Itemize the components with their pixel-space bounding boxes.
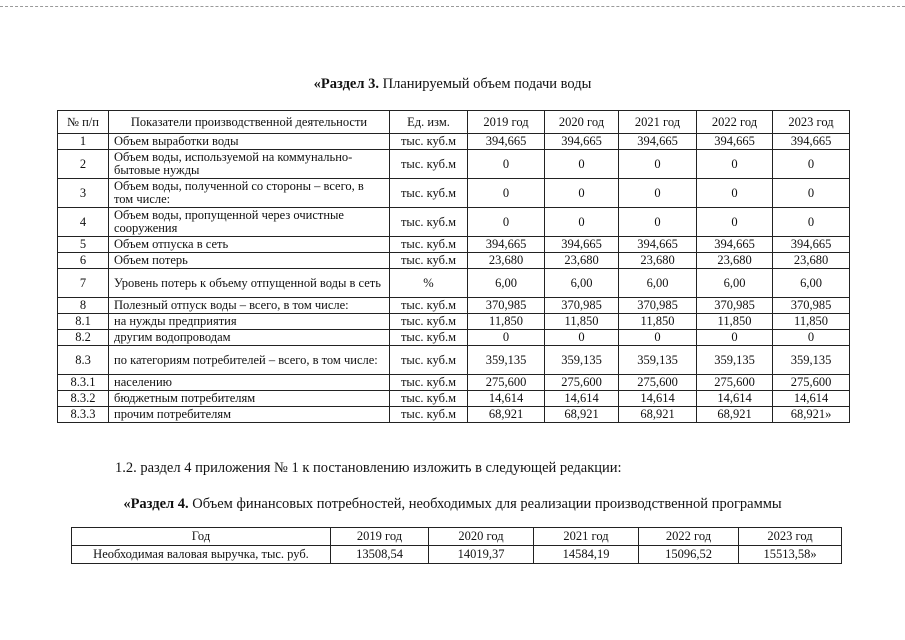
row-label: Объем выработки воды bbox=[109, 134, 390, 150]
header-cell: 2023 год bbox=[739, 528, 842, 546]
value-cell: 14019,37 bbox=[429, 546, 534, 564]
value-cell: 68,921 bbox=[545, 407, 619, 423]
value-cell: 394,665 bbox=[545, 237, 619, 253]
value-cell: 15513,58» bbox=[739, 546, 842, 564]
value-cell: 14,614 bbox=[619, 391, 697, 407]
unit-cell: тыс. куб.м bbox=[390, 314, 468, 330]
value-cell: 13508,54 bbox=[331, 546, 429, 564]
value-cell: 0 bbox=[697, 330, 773, 346]
value-cell: 359,135 bbox=[545, 346, 619, 375]
value-cell: 11,850 bbox=[619, 314, 697, 330]
note-text: 1.2. раздел 4 приложения № 1 к постановлению изложить в следующей редакции: bbox=[115, 460, 622, 476]
value-cell: 6,00 bbox=[697, 269, 773, 298]
value-cell: 14,614 bbox=[773, 391, 850, 407]
value-cell: 23,680 bbox=[773, 253, 850, 269]
table-row bbox=[58, 314, 850, 330]
header-cell: 2020 год bbox=[429, 528, 534, 546]
header-cell: 2021 год bbox=[619, 111, 697, 134]
unit-cell: тыс. куб.м bbox=[390, 330, 468, 346]
value-cell: 68,921 bbox=[619, 407, 697, 423]
value-cell: 370,985 bbox=[773, 298, 850, 314]
row-label: бюджетным потребителям bbox=[109, 391, 390, 407]
value-cell: 68,921 bbox=[468, 407, 545, 423]
table-row bbox=[58, 134, 850, 150]
value-cell: 275,600 bbox=[619, 375, 697, 391]
value-cell: 394,665 bbox=[697, 134, 773, 150]
table-row bbox=[58, 179, 850, 208]
section-4-title: «Раздел 4. Объем финансовых потребностей, необходимых для реализации производственной программы bbox=[123, 496, 782, 512]
unit-cell: тыс. куб.м bbox=[390, 237, 468, 253]
unit-cell: тыс. куб.м bbox=[390, 391, 468, 407]
value-cell: 0 bbox=[468, 330, 545, 346]
value-cell: 0 bbox=[545, 179, 619, 208]
value-cell: 0 bbox=[619, 208, 697, 237]
value-cell: 394,665 bbox=[468, 237, 545, 253]
row-label: на нужды предприятия bbox=[109, 314, 390, 330]
header-cell: 2022 год bbox=[697, 111, 773, 134]
table-row bbox=[58, 407, 850, 423]
row-number: 6 bbox=[58, 253, 109, 269]
value-cell: 0 bbox=[697, 208, 773, 237]
row-label: по категориям потребителей – всего, в том числе: bbox=[109, 346, 390, 375]
header-cell: № п/п bbox=[58, 111, 109, 134]
table-row bbox=[58, 208, 850, 237]
value-cell: 359,135 bbox=[619, 346, 697, 375]
row-label: другим водопроводам bbox=[109, 330, 390, 346]
row-label: Объем воды, полученной со стороны – всего, в том числе: bbox=[109, 179, 390, 208]
value-cell: 0 bbox=[773, 179, 850, 208]
header-cell: Показатели производственной деятельности bbox=[109, 111, 390, 134]
value-cell: 275,600 bbox=[545, 375, 619, 391]
row-label: Объем отпуска в сеть bbox=[109, 237, 390, 253]
value-cell: 394,665 bbox=[545, 134, 619, 150]
water-supply-table bbox=[57, 110, 850, 423]
unit-cell: тыс. куб.м bbox=[390, 346, 468, 375]
value-cell: 0 bbox=[468, 179, 545, 208]
value-cell: 0 bbox=[773, 330, 850, 346]
value-cell: 11,850 bbox=[468, 314, 545, 330]
value-cell: 0 bbox=[619, 330, 697, 346]
header-cell: 2020 год bbox=[545, 111, 619, 134]
value-cell: 23,680 bbox=[697, 253, 773, 269]
value-cell: 0 bbox=[545, 208, 619, 237]
unit-cell: тыс. куб.м bbox=[390, 298, 468, 314]
value-cell: 14,614 bbox=[697, 391, 773, 407]
row-label: Уровень потерь к объему отпущенной воды в сеть bbox=[109, 269, 390, 298]
row-label: Объем воды, пропущенной через очистные сооружения bbox=[109, 208, 390, 237]
value-cell: 11,850 bbox=[697, 314, 773, 330]
value-cell: 11,850 bbox=[545, 314, 619, 330]
value-cell: 394,665 bbox=[773, 134, 850, 150]
value-cell: 359,135 bbox=[468, 346, 545, 375]
value-cell: 14584,19 bbox=[534, 546, 639, 564]
table-row bbox=[72, 546, 842, 564]
section-3-title: «Раздел 3. Планируемый объем подачи воды bbox=[313, 76, 592, 92]
table-row bbox=[58, 150, 850, 179]
row-label: Объем потерь bbox=[109, 253, 390, 269]
header-cell: 2019 год bbox=[331, 528, 429, 546]
unit-cell: тыс. куб.м bbox=[390, 375, 468, 391]
header-cell: 2023 год bbox=[773, 111, 850, 134]
value-cell: 23,680 bbox=[468, 253, 545, 269]
unit-cell: % bbox=[390, 269, 468, 298]
value-cell: 0 bbox=[697, 150, 773, 179]
value-cell: 275,600 bbox=[773, 375, 850, 391]
financial-needs-table bbox=[71, 527, 842, 564]
unit-cell: тыс. куб.м bbox=[390, 134, 468, 150]
value-cell: 6,00 bbox=[773, 269, 850, 298]
value-cell: 370,985 bbox=[468, 298, 545, 314]
table-row bbox=[58, 298, 850, 314]
scan-edge-line bbox=[0, 6, 905, 7]
header-cell: 2022 год bbox=[639, 528, 739, 546]
table-row bbox=[58, 253, 850, 269]
header-cell: Ед. изм. bbox=[390, 111, 468, 134]
value-cell: 370,985 bbox=[619, 298, 697, 314]
row-number: 8 bbox=[58, 298, 109, 314]
value-cell: 394,665 bbox=[773, 237, 850, 253]
value-cell: 11,850 bbox=[773, 314, 850, 330]
value-cell: 0 bbox=[619, 150, 697, 179]
row-label: Объем воды, используемой на коммунально-бытовые нужды bbox=[109, 150, 390, 179]
row-number: 3 bbox=[58, 179, 109, 208]
table-row bbox=[58, 330, 850, 346]
row-number: 5 bbox=[58, 237, 109, 253]
value-cell: 0 bbox=[545, 150, 619, 179]
row-number: 4 bbox=[58, 208, 109, 237]
unit-cell: тыс. куб.м bbox=[390, 208, 468, 237]
row-number: 8.3.2 bbox=[58, 391, 109, 407]
row-number: 8.3.3 bbox=[58, 407, 109, 423]
table-row bbox=[58, 375, 850, 391]
value-cell: 359,135 bbox=[773, 346, 850, 375]
value-cell: 370,985 bbox=[545, 298, 619, 314]
header-cell: 2021 год bbox=[534, 528, 639, 546]
table-row bbox=[58, 346, 850, 375]
value-cell: 0 bbox=[773, 150, 850, 179]
table-row bbox=[58, 391, 850, 407]
header-cell: 2019 год bbox=[468, 111, 545, 134]
row-label: Необходимая валовая выручка, тыс. руб. bbox=[72, 546, 331, 564]
header-cell: Год bbox=[72, 528, 331, 546]
value-cell: 6,00 bbox=[619, 269, 697, 298]
row-label: населению bbox=[109, 375, 390, 391]
row-number: 8.3.1 bbox=[58, 375, 109, 391]
value-cell: 359,135 bbox=[697, 346, 773, 375]
value-cell: 0 bbox=[468, 208, 545, 237]
value-cell: 394,665 bbox=[468, 134, 545, 150]
row-number: 1 bbox=[58, 134, 109, 150]
row-label: прочим потребителям bbox=[109, 407, 390, 423]
value-cell: 275,600 bbox=[468, 375, 545, 391]
row-number: 8.2 bbox=[58, 330, 109, 346]
value-cell: 394,665 bbox=[619, 134, 697, 150]
unit-cell: тыс. куб.м bbox=[390, 407, 468, 423]
value-cell: 370,985 bbox=[697, 298, 773, 314]
value-cell: 0 bbox=[619, 179, 697, 208]
table-header-row bbox=[72, 528, 842, 546]
value-cell: 0 bbox=[468, 150, 545, 179]
table-row bbox=[58, 237, 850, 253]
value-cell: 23,680 bbox=[619, 253, 697, 269]
value-cell: 6,00 bbox=[545, 269, 619, 298]
table-header-row bbox=[58, 111, 850, 134]
value-cell: 6,00 bbox=[468, 269, 545, 298]
value-cell: 23,680 bbox=[545, 253, 619, 269]
row-label: Полезный отпуск воды – всего, в том числе: bbox=[109, 298, 390, 314]
value-cell: 0 bbox=[773, 208, 850, 237]
unit-cell: тыс. куб.м bbox=[390, 253, 468, 269]
row-number: 8.3 bbox=[58, 346, 109, 375]
row-number: 8.1 bbox=[58, 314, 109, 330]
value-cell: 275,600 bbox=[697, 375, 773, 391]
unit-cell: тыс. куб.м bbox=[390, 179, 468, 208]
value-cell: 394,665 bbox=[619, 237, 697, 253]
value-cell: 68,921» bbox=[773, 407, 850, 423]
unit-cell: тыс. куб.м bbox=[390, 150, 468, 179]
value-cell: 0 bbox=[545, 330, 619, 346]
value-cell: 14,614 bbox=[468, 391, 545, 407]
value-cell: 394,665 bbox=[697, 237, 773, 253]
value-cell: 0 bbox=[697, 179, 773, 208]
value-cell: 15096,52 bbox=[639, 546, 739, 564]
row-number: 7 bbox=[58, 269, 109, 298]
table-row bbox=[58, 269, 850, 298]
value-cell: 68,921 bbox=[697, 407, 773, 423]
value-cell: 14,614 bbox=[545, 391, 619, 407]
row-number: 2 bbox=[58, 150, 109, 179]
